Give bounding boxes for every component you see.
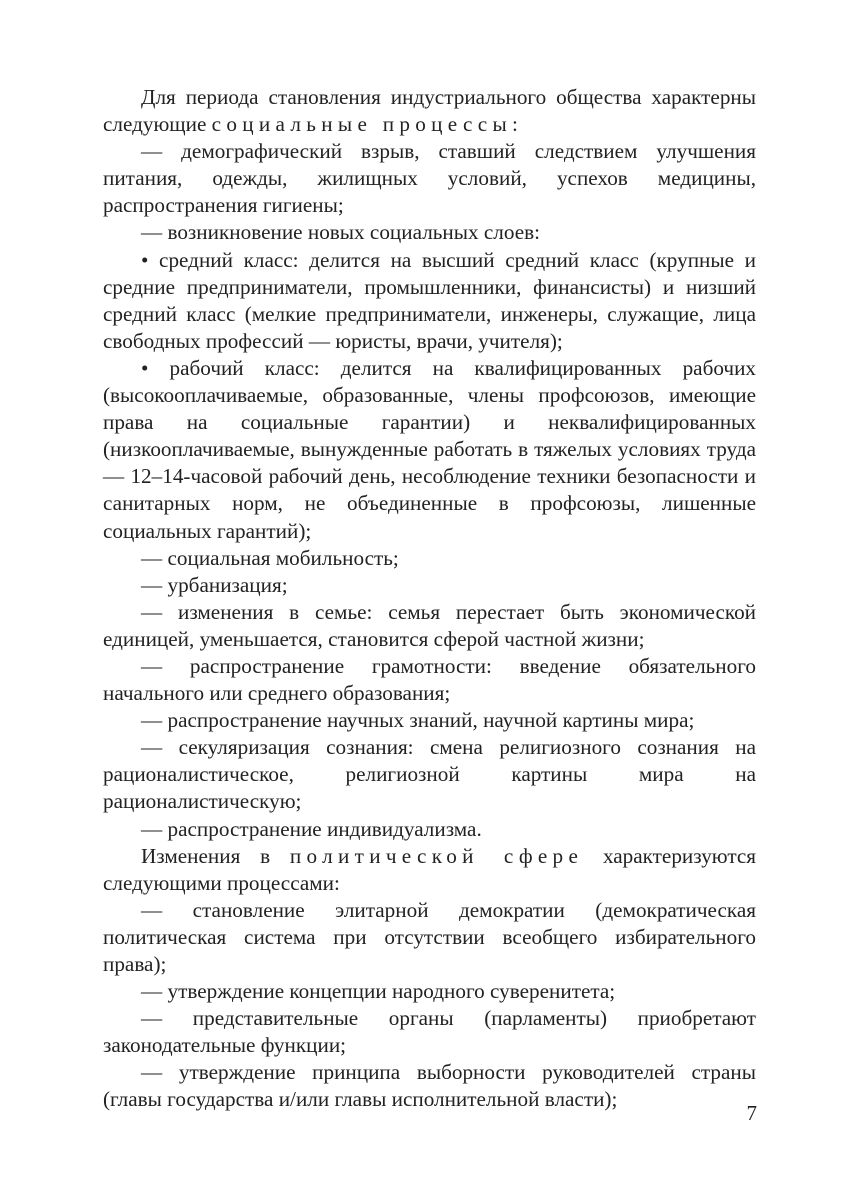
list-item-demographic-explosion: — демографический взрыв, ставший следствием улучшения питания, одежды, жилищных условий, успехов медицины, распространения гигиены; [103, 139, 756, 218]
page-body [103, 84, 756, 1114]
list-item-secularization: — секуляризация сознания: смена религиозного сознания на рационалистическое, религиозной картины мира на рационалистическую; [103, 735, 756, 814]
list-item-family-changes: — изменения в семье: семья перестает быть экономической единицей, уменьшается, становится сферой частной жизни; [103, 599, 756, 651]
list-item-representative-bodies: — представительные органы (парламенты) приобретают законодательные функции; [103, 1006, 756, 1058]
list-item-literacy: — распространение грамотности: введение обязательного начального или среднего образования; [103, 653, 756, 706]
bullet-item-working-class: • рабочий класс: делится на квалифицированных рабочих (высокооплачиваемые, образованные, члены профсоюзов, имеющие права на социальные гарантии) и неквалифицированных (низкооплачиваемые, вынужденные работать в тяжелых условиях труда — 12–14-часовой рабочий день, несоблюдение техники безопасности и санитарных норм, не объединенные в профсоюзы, лишенные социальных гарантий); [103, 355, 756, 543]
list-item-individualism: — распространение индивидуализма. [141, 816, 482, 841]
intro-continuation: характеризуются следующими процессами: [103, 843, 757, 895]
list-item-urbanization: — урбанизация; [141, 572, 288, 597]
list-item-electivity-principle: — утверждение принципа выборности руководителей страны (главы государства и/или главы исполнительной власти); [103, 1060, 756, 1112]
bullet-item-middle-class: • средний класс: делится на высший средний класс (крупные и средние предприниматели, промышленники, финансисты) и низший средний класс (мелкие предприниматели, инженеры, служащие, лица свободных профессий — юристы, врачи, учителя); [103, 247, 756, 353]
list-item-popular-sovereignty: — утверждение концепции народного суверенитета; [141, 979, 616, 1004]
page-number: 7 [746, 1101, 757, 1125]
intro-colon: : [512, 112, 518, 137]
paragraph-political-sphere-intro [103, 843, 756, 897]
list-item-social-mobility: — социальная мобильность; [141, 545, 399, 570]
emphasized-term: политической сфере [289, 843, 584, 868]
intro-text: Для периода становления индустриального общества характерны следующие [103, 85, 756, 137]
emphasized-term: социальные процессы [211, 112, 512, 137]
list-item-elite-democracy: — становление элитарной демократии (демократическая политическая система при отсутствии всеобщего избирательного права); [103, 897, 756, 976]
list-item-scientific-knowledge: — распространение научных знаний, научной картины мира; [141, 708, 695, 733]
intro-text: Изменения в [141, 843, 290, 868]
list-item-new-social-layers: — возникновение новых социальных слоев: [141, 220, 541, 245]
paragraph-social-processes-intro [103, 84, 756, 138]
